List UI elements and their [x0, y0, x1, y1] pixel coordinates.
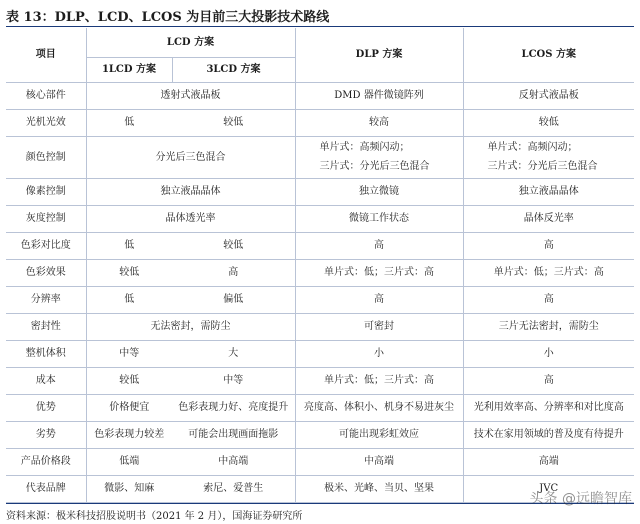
cell-lcd1: 微影、知麻	[86, 475, 172, 502]
row-label: 成本	[6, 367, 86, 394]
cell-lcd: 晶体透光率	[86, 205, 295, 232]
cell-lcd3: 索尼、爱普生	[172, 475, 295, 502]
table-row	[6, 286, 634, 313]
cell-line: 三片式：分光后三色混合	[319, 161, 430, 172]
cell-lcd1: 色彩表现力较差	[86, 421, 172, 448]
header-item: 项目	[6, 28, 86, 82]
cell-line: 单片式：高频闪动；	[487, 142, 578, 153]
cell-lcos: 晶体反光率	[463, 205, 634, 232]
cell-dlp: 极米、光峰、当贝、坚果	[295, 475, 463, 502]
cell-lcos: 光利用效率高、分辨率和对比度高	[463, 394, 634, 421]
table-row	[6, 109, 634, 136]
cell-lcd: 透射式液晶板	[86, 82, 295, 109]
cell-dlp: 独立微镜	[295, 178, 463, 205]
cell-dlp: 高	[295, 232, 463, 259]
cell-lcd3: 色彩表现力好、亮度提升	[172, 394, 295, 421]
table-row	[6, 313, 634, 340]
table-row	[6, 232, 634, 259]
source-note: 资料来源：极米科技招股说明书（2021 年 2 月），国海证券研究所	[6, 511, 303, 522]
row-label: 密封性	[6, 313, 86, 340]
header-dlp: DLP 方案	[295, 28, 463, 82]
cell-lcd1: 较低	[86, 259, 172, 286]
cell-dlp: 单片式：低；三片式：高	[295, 367, 463, 394]
cell-dlp: 可能出现彩虹效应	[295, 421, 463, 448]
table-row	[6, 259, 634, 286]
row-label: 核心部件	[6, 82, 86, 109]
cell-lcd: 独立液晶晶体	[86, 178, 295, 205]
header-lcd3: 3LCD 方案	[172, 57, 295, 82]
cell-lcd: 无法密封，需防尘	[86, 313, 295, 340]
row-label: 产品价格段	[6, 448, 86, 475]
comparison-table	[6, 28, 634, 503]
cell-dlp: 小	[295, 340, 463, 367]
cell-lcd1: 低端	[86, 448, 172, 475]
table-row	[6, 82, 634, 109]
cell-line: 三片式：分光后三色混合	[487, 161, 598, 172]
cell-lcd1: 低	[86, 109, 172, 136]
row-label: 色彩效果	[6, 259, 86, 286]
table-row	[6, 340, 634, 367]
table-row	[6, 367, 634, 394]
row-label: 分辨率	[6, 286, 86, 313]
cell-lcos: 反射式液晶板	[463, 82, 634, 109]
cell-dlp: 微镜工作状态	[295, 205, 463, 232]
cell-lcos: 高端	[463, 448, 634, 475]
cell-dlp: 中高端	[295, 448, 463, 475]
row-label: 像素控制	[6, 178, 86, 205]
cell-lcd3: 可能会出现画面拖影	[172, 421, 295, 448]
cell-lcos: 三片无法密封，需防尘	[463, 313, 634, 340]
cell-lcd: 分光后三色混合	[86, 136, 295, 178]
cell-dlp: 单片式：低；三片式：高	[295, 259, 463, 286]
cell-lcd1: 价格便宜	[86, 394, 172, 421]
cell-dlp: 较高	[295, 109, 463, 136]
cell-lcos: 单片式：低；三片式：高	[463, 259, 634, 286]
table-row	[6, 178, 634, 205]
cell-lcd3: 大	[172, 340, 295, 367]
cell-lcos	[463, 136, 634, 178]
table-title: 表 13：DLP、LCD、LCOS 为目前三大投影技术路线	[6, 10, 330, 25]
cell-lcos: 高	[463, 232, 634, 259]
cell-lcos: 高	[463, 367, 634, 394]
cell-dlp: 亮度高、体积小、机身不易进灰尘	[295, 394, 463, 421]
row-label: 劣势	[6, 421, 86, 448]
cell-lcd1: 中等	[86, 340, 172, 367]
row-label: 颜色控制	[6, 136, 86, 178]
cell-lcd3: 较低	[172, 232, 295, 259]
cell-lcos: 小	[463, 340, 634, 367]
cell-lcd1: 低	[86, 286, 172, 313]
cell-lcd3: 偏低	[172, 286, 295, 313]
cell-lcd1: 较低	[86, 367, 172, 394]
cell-lcos: 较低	[463, 109, 634, 136]
cell-dlp: 可密封	[295, 313, 463, 340]
row-label: 整机体积	[6, 340, 86, 367]
table-row	[6, 448, 634, 475]
header-lcd: LCD 方案	[86, 28, 295, 57]
table-row	[6, 205, 634, 232]
cell-line: 单片式：高频闪动；	[319, 142, 410, 153]
cell-lcos: 独立液晶晶体	[463, 178, 634, 205]
cell-lcd1: 低	[86, 232, 172, 259]
row-label: 光机光效	[6, 109, 86, 136]
cell-lcd3: 中等	[172, 367, 295, 394]
cell-lcos: JVC	[463, 475, 634, 502]
row-label: 色彩对比度	[6, 232, 86, 259]
table-row	[6, 394, 634, 421]
cell-lcd3: 高	[172, 259, 295, 286]
header-lcos: LCOS 方案	[463, 28, 634, 82]
cell-lcos: 技术在家用领域的普及度有待提升	[463, 421, 634, 448]
row-label: 灰度控制	[6, 205, 86, 232]
row-label: 优势	[6, 394, 86, 421]
cell-lcd3: 较低	[172, 109, 295, 136]
watermark: 头条 @远瞻智库	[529, 491, 632, 507]
cell-dlp	[295, 136, 463, 178]
cell-lcos: 高	[463, 286, 634, 313]
table-row	[6, 136, 634, 178]
cell-dlp: 高	[295, 286, 463, 313]
table-row	[6, 421, 634, 448]
row-label: 代表品牌	[6, 475, 86, 502]
header-lcd1: 1LCD 方案	[86, 57, 172, 82]
top-rule	[6, 26, 634, 27]
cell-dlp: DMD 器件微镜阵列	[295, 82, 463, 109]
cell-lcd3: 中高端	[172, 448, 295, 475]
